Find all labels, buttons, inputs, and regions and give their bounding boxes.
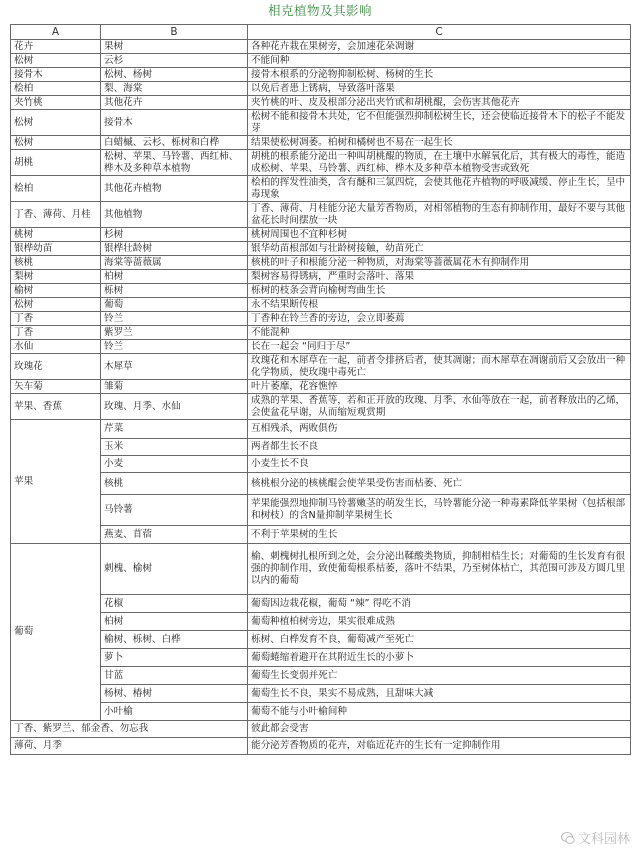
effect-cell: 长在一起会 “同归于尽”: [248, 340, 631, 354]
table-row: [11, 228, 631, 242]
table-row: [11, 354, 631, 380]
plant-b-cell: 杨树、椿树: [101, 685, 248, 703]
plant-a-cell: 水仙: [11, 340, 101, 354]
effect-cell: 两者都生长不良: [248, 439, 631, 456]
plant-b-cell: 白蜡槭、云杉、栎树和白桦: [101, 136, 248, 150]
watermark: [561, 828, 630, 847]
plant-b-cell: 铃兰: [101, 312, 248, 326]
effect-cell: 葡萄因边栽花椒，葡萄 “辣” 得吃不消: [248, 595, 631, 613]
effect-cell: 小麦生长不良: [248, 456, 631, 473]
effect-cell: 互相残杀，两败俱伤: [248, 420, 631, 439]
effect-cell: 丁香种在铃兰香的旁边，会立即萎蔫: [248, 312, 631, 326]
effect-cell: 桃树周围也不宜种杉树: [248, 228, 631, 242]
effect-cell: 核桃根分泌的核桃醌会使苹果受伤害而枯萎、死亡: [248, 473, 631, 495]
plant-b-cell: 刺槐、榆树: [101, 544, 248, 595]
plant-b-cell: 萝卜: [101, 649, 248, 667]
plant-a-cell: 花卉: [11, 40, 101, 54]
table-row: [11, 326, 631, 340]
effect-cell: 结果使松树凋萎。柏树和橘树也不易在一起生长: [248, 136, 631, 150]
plant-b-cell: 栎树: [101, 284, 248, 298]
plant-a-cell: 松树: [11, 54, 101, 68]
plant-b-cell: 燕麦、苜蓿: [101, 526, 248, 544]
effect-cell: 葡萄种植柏树旁边，果实很难成熟: [248, 613, 631, 631]
effect-cell: 栎树的枝条会背向榆树弯曲生长: [248, 284, 631, 298]
plant-b-cell: 马铃薯: [101, 495, 248, 526]
table-row: [11, 176, 631, 202]
plant-a-cell: 桧柏: [11, 176, 101, 202]
plant-a-cell: 矢车菊: [11, 380, 101, 394]
table-row: [11, 256, 631, 270]
plant-b-cell: 花椒: [101, 595, 248, 613]
page-title: 相克植物及其影响: [267, 3, 372, 18]
plant-b-cell: 松树、杨树: [101, 68, 248, 82]
table-row: [11, 202, 631, 228]
table-row: [11, 456, 631, 473]
effect-cell: 彼此都会受害: [248, 721, 631, 738]
effect-cell: 叶片萎靡，花容憔悴: [248, 380, 631, 394]
group-plant-cell: 苹果: [11, 420, 101, 544]
plant-b-cell: 木犀草: [101, 354, 248, 380]
effect-cell: 成熟的苹果、香蕉等，若和正开放的玫瑰、月季、水仙等放在一起，前者释放出的乙烯，会使盆花早谢，从而缩短观赏期: [248, 394, 631, 420]
plant-b-cell: 其他植物: [101, 202, 248, 228]
table-row: [11, 312, 631, 326]
plant-b-cell: 柏树: [101, 270, 248, 284]
table-row: [11, 495, 631, 526]
plant-a-cell: 榆树: [11, 284, 101, 298]
plant-a-cell: 胡桃: [11, 150, 101, 176]
plant-b-cell: 松树、苹果、马铃薯、西红柿、桦木及多种草本植物: [101, 150, 248, 176]
plant-a-cell: 夹竹桃: [11, 96, 101, 110]
table-row: [11, 136, 631, 150]
plant-b-cell: 其他花卉: [101, 96, 248, 110]
plant-b-cell: 云杉: [101, 54, 248, 68]
table-row: [11, 721, 631, 738]
plant-b-cell: 芹菜: [101, 420, 248, 439]
watermark-text: 文科园林: [577, 832, 630, 847]
table-row: [11, 420, 631, 439]
table-row: [11, 738, 631, 755]
effect-cell: 永不结果断传根: [248, 298, 631, 312]
effect-cell: 玫瑰花和木犀草在一起，前者令排挤后者，使其凋谢；而木犀草在凋谢前后又会放出一种化学物质，使玫瑰中毒死亡: [248, 354, 631, 380]
plant-a-cell: 苹果、香蕉: [11, 394, 101, 420]
plant-a-cell: 松树: [11, 298, 101, 312]
table-row: [11, 82, 631, 96]
effect-cell: 接骨木根系的分泌物抑制松树、杨树的生长: [248, 68, 631, 82]
effect-cell: 苹果能强烈地抑制马铃薯嫩茎的萌发生长，马铃薯能分泌一种毒素降低苹果树（包括根部和树枝）的含N量抑制苹果树生长: [248, 495, 631, 526]
column-header-c: C: [248, 25, 631, 40]
effect-cell: 以免后者患上锈病，导致落叶落果: [248, 82, 631, 96]
plant-group-cell: 丁香、紫罗兰、郁金香、勿忘我: [11, 721, 248, 738]
table-row: [11, 439, 631, 456]
effect-cell: 葡萄蜷缩着避开在其附近生长的小萝卜: [248, 649, 631, 667]
table-row: [11, 270, 631, 284]
plant-a-cell: 接骨木: [11, 68, 101, 82]
table-row: [11, 703, 631, 721]
plant-a-cell: 桧柏: [11, 82, 101, 96]
plant-a-cell: 丁香、薄荷、月桂: [11, 202, 101, 228]
effect-cell: 各种花卉栽在果树旁，会加速花朵凋谢: [248, 40, 631, 54]
table-row: [11, 110, 631, 136]
table-row: [11, 284, 631, 298]
plant-a-cell: 丁香: [11, 312, 101, 326]
table-row: [11, 242, 631, 256]
plant-a-cell: 梨树: [11, 270, 101, 284]
plant-b-cell: 榆树、栎树、白桦: [101, 631, 248, 649]
table-row: [11, 380, 631, 394]
table-row: [11, 667, 631, 685]
plant-b-cell: 甘蓝: [101, 667, 248, 685]
effect-cell: 不利于苹果树的生长: [248, 526, 631, 544]
table-row: [11, 685, 631, 703]
plant-b-cell: 铃兰: [101, 340, 248, 354]
plant-a-cell: 核桃: [11, 256, 101, 270]
plant-a-cell: 玫瑰花: [11, 354, 101, 380]
plant-b-cell: 葡萄: [101, 298, 248, 312]
plant-b-cell: 杉树: [101, 228, 248, 242]
effect-cell: 不能混种: [248, 326, 631, 340]
plant-b-cell: 雏菊: [101, 380, 248, 394]
plant-b-cell: 玉米: [101, 439, 248, 456]
plant-a-cell: 银桦幼苗: [11, 242, 101, 256]
plant-a-cell: 丁香: [11, 326, 101, 340]
table-row: [11, 649, 631, 667]
table-row: [11, 96, 631, 110]
effect-cell: 银华幼苗根部如与壮龄树接触，幼苗死亡: [248, 242, 631, 256]
plant-b-cell: 核桃: [101, 473, 248, 495]
plant-b-cell: 小麦: [101, 456, 248, 473]
plant-b-cell: 梨、海棠: [101, 82, 248, 96]
plant-b-cell: 海棠等蔷薇属: [101, 256, 248, 270]
table-row: [11, 526, 631, 544]
table-body: [11, 40, 631, 755]
plant-table: [10, 24, 631, 755]
effect-cell: 葡萄生长不良，果实不易成熟，且甜味大减: [248, 685, 631, 703]
effect-cell: 不能间种: [248, 54, 631, 68]
effect-cell: 核桃的叶子和根能分泌一种物质，对海棠等蔷薇属花木有抑制作用: [248, 256, 631, 270]
column-header-b: B: [101, 25, 248, 40]
plant-b-cell: 果树: [101, 40, 248, 54]
table-row: [11, 544, 631, 595]
effect-cell: 松树不能和接骨木共处，它不但能强烈抑制松树生长，还会使临近接骨木下的松子不能发芽: [248, 110, 631, 136]
effect-cell: 能分泌芳香物质的花卉，对临近花卉的生长有一定抑制作用: [248, 738, 631, 755]
table-row: [11, 613, 631, 631]
column-header-a: A: [11, 25, 101, 40]
table-row: [11, 298, 631, 312]
plant-b-cell: 小叶榆: [101, 703, 248, 721]
table-row: [11, 473, 631, 495]
plant-b-cell: 其他花卉植物: [101, 176, 248, 202]
effect-cell: 胡桃的根系能分泌出一种叫胡桃醌的物质，在土壤中水解氧化后，其有极大的毒性，能造成松树、苹果、马铃薯、西红柿、桦木及多种草本植物受害或致死: [248, 150, 631, 176]
plant-b-cell: 紫罗兰: [101, 326, 248, 340]
table-row: [11, 68, 631, 82]
header-row: [11, 25, 631, 40]
plant-a-cell: 桃树: [11, 228, 101, 242]
effect-cell: 栎树、白桦发育不良，葡萄减产至死亡: [248, 631, 631, 649]
effect-cell: 榆、刺槐树扎根所到之处，会分泌出鞣酸类物质，抑制柑桔生长；对葡萄的生长发育有很强的抑制作用，致使葡萄根系枯萎，落叶不结果，乃至树体枯亡，其范围可涉及方圆几里以内的葡萄: [248, 544, 631, 595]
table-row: [11, 631, 631, 649]
table-row: [11, 150, 631, 176]
plant-group-cell: 薄荷、月季: [11, 738, 248, 755]
effect-cell: 葡萄不能与小叶榆间种: [248, 703, 631, 721]
plant-b-cell: 柏树: [101, 613, 248, 631]
plant-a-cell: 松树: [11, 136, 101, 150]
plant-b-cell: 玫瑰、月季、水仙: [101, 394, 248, 420]
effect-cell: 丁香、薄荷、月桂能分泌大量芳香物质，对相邻植物的生态有抑制作用，最好不要与其他盆花长时间摆放一块: [248, 202, 631, 228]
wechat-icon: [561, 831, 575, 845]
group-plant-cell: 葡萄: [11, 544, 101, 721]
effect-cell: 夹竹桃的叶、皮及根部分泌出夹竹甙和胡桃醌，会伤害其他花卉: [248, 96, 631, 110]
table-row: [11, 595, 631, 613]
plant-b-cell: 银桦壮龄树: [101, 242, 248, 256]
table-row: [11, 340, 631, 354]
table-row: [11, 394, 631, 420]
table-row: [11, 54, 631, 68]
plant-b-cell: 接骨木: [101, 110, 248, 136]
table-row: [11, 40, 631, 54]
effect-cell: 桧柏的挥发性油类，含有醚和三氯四烷，会使其他花卉植物的呼吸减缓、停止生长，呈中毒现象: [248, 176, 631, 202]
effect-cell: 梨树容易得锈病，严重时会落叶、落果: [248, 270, 631, 284]
effect-cell: 葡萄生长变弱并死亡: [248, 667, 631, 685]
plant-a-cell: 松树: [11, 110, 101, 136]
